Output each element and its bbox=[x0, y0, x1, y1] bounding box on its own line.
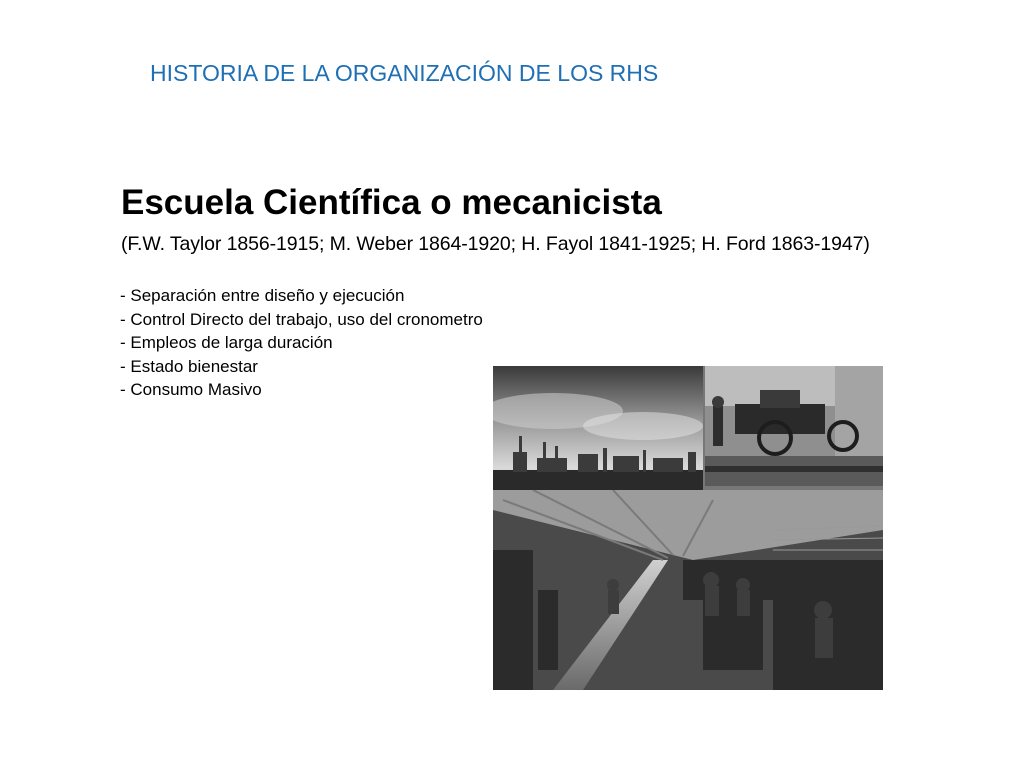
factory-photo-collage bbox=[493, 366, 883, 690]
slide-title: HISTORIA DE LA ORGANIZACIÓN DE LOS RHS bbox=[150, 60, 659, 86]
factory-skyline-photo bbox=[493, 366, 703, 492]
bullet-item: - Empleos de larga duración bbox=[120, 333, 333, 353]
authors-line: (F.W. Taylor 1856-1915; M. Weber 1864-1920; H. Fayol 1841-1925; H. Ford 1863-1947) bbox=[121, 233, 870, 255]
bullet-list bbox=[120, 284, 483, 402]
bullet-item: - Control Directo del trabajo, uso del cronometro bbox=[120, 309, 483, 329]
assembly-line-photo bbox=[493, 490, 883, 690]
bullet-item: - Estado bienestar bbox=[120, 356, 258, 376]
section-heading: Escuela Científica o mecanicista bbox=[121, 183, 662, 222]
bullet-item: - Consumo Masivo bbox=[120, 380, 262, 400]
bullet-item: - Separación entre diseño y ejecución bbox=[120, 286, 405, 305]
ford-car-photo bbox=[705, 366, 883, 486]
